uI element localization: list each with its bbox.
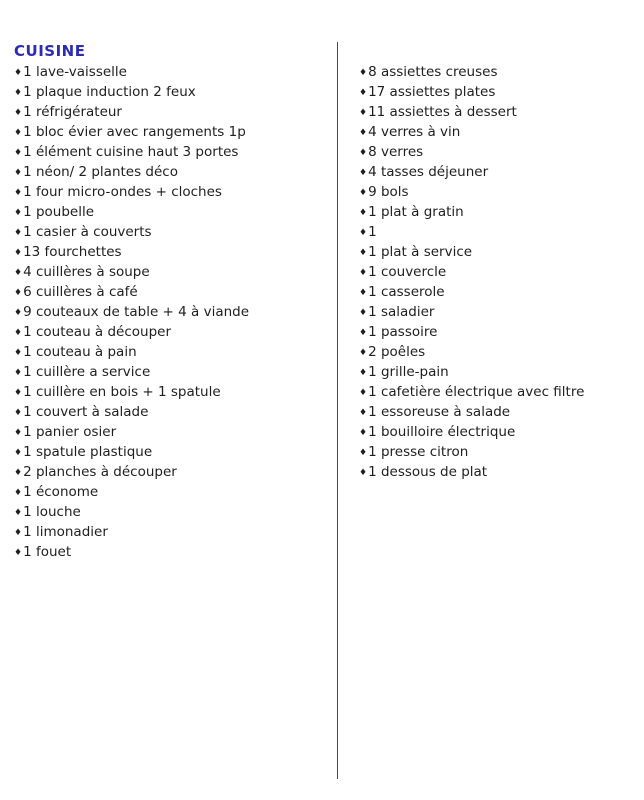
item-text: 1 couvercle [368, 264, 447, 280]
diamond-bullet-icon: ♦ [359, 208, 368, 218]
diamond-bullet-icon: ♦ [359, 128, 368, 138]
list-item [14, 462, 249, 482]
list-item [14, 162, 249, 182]
diamond-bullet-icon: ♦ [359, 268, 368, 278]
diamond-bullet-icon: ♦ [14, 248, 23, 258]
item-text: 1 essoreuse à salade [368, 404, 511, 420]
item-text: 1 louche [23, 504, 81, 520]
item-text: 9 couteaux de table + 4 à viande [23, 304, 250, 320]
item-text: 1 cafetière électrique avec filtre [368, 384, 585, 400]
item-text: 1 plat à gratin [368, 204, 464, 220]
diamond-bullet-icon: ♦ [359, 228, 368, 238]
page-title: CUISINE [14, 42, 86, 60]
list-item [359, 102, 584, 122]
list-item [14, 362, 249, 382]
item-text: 11 assiettes à dessert [368, 104, 517, 120]
list-item [359, 422, 584, 442]
item-text: 1 grille-pain [368, 364, 449, 380]
item-text: 8 assiettes creuses [368, 64, 498, 80]
diamond-bullet-icon: ♦ [14, 408, 23, 418]
diamond-bullet-icon: ♦ [14, 348, 23, 358]
diamond-bullet-icon: ♦ [14, 168, 23, 178]
diamond-bullet-icon: ♦ [359, 88, 368, 98]
diamond-bullet-icon: ♦ [359, 188, 368, 198]
list-item [14, 342, 249, 362]
diamond-bullet-icon: ♦ [14, 188, 23, 198]
list-item [359, 222, 584, 242]
item-text: 1 cuillère en bois + 1 spatule [23, 384, 221, 400]
list-item [14, 202, 249, 222]
diamond-bullet-icon: ♦ [14, 208, 23, 218]
list-item [14, 482, 249, 502]
diamond-bullet-icon: ♦ [359, 468, 368, 478]
list-item [14, 502, 249, 522]
list-item [14, 262, 249, 282]
list-item [14, 82, 249, 102]
list-item [14, 242, 249, 262]
list-item [359, 62, 584, 82]
diamond-bullet-icon: ♦ [14, 328, 23, 338]
item-text: 1 presse citron [368, 444, 469, 460]
diamond-bullet-icon: ♦ [14, 128, 23, 138]
item-text: 1 [368, 224, 377, 240]
diamond-bullet-icon: ♦ [14, 88, 23, 98]
diamond-bullet-icon: ♦ [14, 288, 23, 298]
list-item [14, 102, 249, 122]
item-text: 1 cuillère a service [23, 364, 151, 380]
diamond-bullet-icon: ♦ [14, 468, 23, 478]
diamond-bullet-icon: ♦ [14, 488, 23, 498]
item-text: 1 saladier [368, 304, 435, 320]
list-item [14, 182, 249, 202]
diamond-bullet-icon: ♦ [359, 388, 368, 398]
diamond-bullet-icon: ♦ [359, 348, 368, 358]
diamond-bullet-icon: ♦ [14, 368, 23, 378]
diamond-bullet-icon: ♦ [14, 148, 23, 158]
item-text: 1 couteau à découper [23, 324, 172, 340]
diamond-bullet-icon: ♦ [359, 328, 368, 338]
list-item [359, 342, 584, 362]
diamond-bullet-icon: ♦ [14, 548, 23, 558]
item-text: 9 bols [368, 184, 409, 200]
item-text: 1 four micro-ondes + cloches [23, 184, 222, 200]
diamond-bullet-icon: ♦ [359, 308, 368, 318]
list-item [359, 282, 584, 302]
item-text: 1 passoire [368, 324, 438, 340]
list-item [359, 362, 584, 382]
diamond-bullet-icon: ♦ [14, 448, 23, 458]
item-text: 1 casier à couverts [23, 224, 152, 240]
item-text: 4 cuillères à soupe [23, 264, 150, 280]
item-text: 6 cuillères à café [23, 284, 138, 300]
diamond-bullet-icon: ♦ [359, 168, 368, 178]
list-item [14, 522, 249, 542]
item-text: 1 bloc évier avec rangements 1p [23, 124, 246, 140]
item-text: 1 spatule plastique [23, 444, 153, 460]
column-divider [337, 42, 338, 779]
list-item [359, 142, 584, 162]
list-item [14, 282, 249, 302]
list-item [14, 442, 249, 462]
diamond-bullet-icon: ♦ [359, 148, 368, 158]
item-text: 1 élément cuisine haut 3 portes [23, 144, 239, 160]
list-item [359, 302, 584, 322]
diamond-bullet-icon: ♦ [359, 368, 368, 378]
item-text: 8 verres [368, 144, 424, 160]
list-item [14, 402, 249, 422]
list-item [359, 242, 584, 262]
item-text: 1 couvert à salade [23, 404, 149, 420]
list-item [359, 322, 584, 342]
list-item [359, 402, 584, 422]
left-column-list [14, 62, 249, 562]
diamond-bullet-icon: ♦ [14, 68, 23, 78]
item-text: 2 planches à découper [23, 464, 177, 480]
list-item [14, 322, 249, 342]
diamond-bullet-icon: ♦ [14, 428, 23, 438]
item-text: 1 réfrigérateur [23, 104, 122, 120]
list-item [14, 222, 249, 242]
list-item [359, 382, 584, 402]
item-text: 2 poêles [368, 344, 426, 360]
item-text: 1 néon/ 2 plantes déco [23, 164, 178, 180]
item-text: 1 plaque induction 2 feux [23, 84, 196, 100]
list-item [359, 122, 584, 142]
diamond-bullet-icon: ♦ [359, 448, 368, 458]
diamond-bullet-icon: ♦ [14, 308, 23, 318]
list-item [359, 162, 584, 182]
item-text: 1 plat à service [368, 244, 473, 260]
list-item [359, 82, 584, 102]
item-text: 1 fouet [23, 544, 72, 560]
diamond-bullet-icon: ♦ [14, 528, 23, 538]
item-text: 1 bouilloire électrique [368, 424, 516, 440]
list-item [359, 262, 584, 282]
list-item [14, 382, 249, 402]
diamond-bullet-icon: ♦ [359, 68, 368, 78]
right-column-list [359, 62, 584, 482]
list-item [14, 122, 249, 142]
item-text: 1 économe [23, 484, 99, 500]
item-text: 1 casserole [368, 284, 445, 300]
list-item [14, 142, 249, 162]
list-item [359, 442, 584, 462]
list-item [14, 422, 249, 442]
item-text: 1 limonadier [23, 524, 108, 540]
diamond-bullet-icon: ♦ [359, 288, 368, 298]
diamond-bullet-icon: ♦ [14, 228, 23, 238]
item-text: 4 tasses déjeuner [368, 164, 489, 180]
item-text: 1 lave-vaisselle [23, 64, 127, 80]
diamond-bullet-icon: ♦ [14, 388, 23, 398]
list-item [359, 202, 584, 222]
list-item [14, 302, 249, 322]
diamond-bullet-icon: ♦ [359, 428, 368, 438]
list-item [359, 462, 584, 482]
list-item [359, 182, 584, 202]
item-text: 13 fourchettes [23, 244, 122, 260]
item-text: 17 assiettes plates [368, 84, 496, 100]
list-item [14, 62, 249, 82]
item-text: 1 poubelle [23, 204, 95, 220]
list-item [14, 542, 249, 562]
diamond-bullet-icon: ♦ [359, 408, 368, 418]
diamond-bullet-icon: ♦ [14, 508, 23, 518]
item-text: 1 dessous de plat [368, 464, 488, 480]
diamond-bullet-icon: ♦ [359, 108, 368, 118]
item-text: 4 verres à vin [368, 124, 461, 140]
item-text: 1 panier osier [23, 424, 117, 440]
diamond-bullet-icon: ♦ [359, 248, 368, 258]
diamond-bullet-icon: ♦ [14, 268, 23, 278]
diamond-bullet-icon: ♦ [14, 108, 23, 118]
item-text: 1 couteau à pain [23, 344, 137, 360]
